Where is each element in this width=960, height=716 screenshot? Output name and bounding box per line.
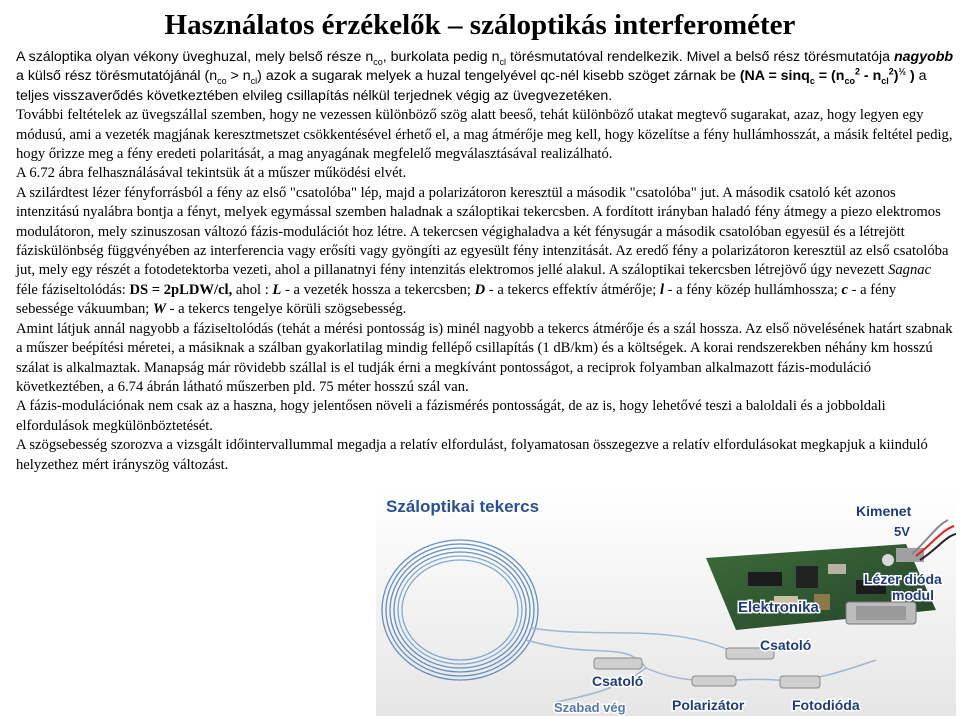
coupler-1 — [594, 658, 642, 669]
label-polarizer: Polarizátor — [672, 697, 745, 713]
paragraph-precision: Amint látjuk annál nagyobb a fáziseltolódás (tehát a mérési pontosság is) minél nagyobb a tekercs átmérője és a szál hossza. Az első növelésének határt szabnak a műszer beépítési méretei, a másiknak a szálban gyakorlatilag mindig fellépő csillapítás (1 dB/km) és a költségek. A korai rendszerekben néhány km hosszú szálat is alkalmaztak. Manapság már rövidebb szállal is el tudják érni a megkívánt pontosságot, a reciprok folyamban alkalmazott fázis-moduláció következtében, a 6.74 ábrán látható műszerben pld. 75 méter hosszú szál van. — [16, 320, 953, 395]
paragraph-operation: A szilárdtest lézer fényforrásból a fény az első "csatolóba" lép, majd a polarizátoron keresztül a második "csatolóba" jut. A második csatoló két azonos intenzitású nyalábra bontja a fényt, melyek egymással szemben haladnak a száloptikai tekercsben. A fordított irányban haladó fény átmegy a piezo elektromos modulátoron, mely szinuszosan változó fázis-modulációt hoz létre. A tekercsen végighaladva a két fénysugár a második csatolóban egyesül és a létrejött fáziskülönbség függvényében az interferencia vagy erősíti vagy gyöngíti az egyesült fény intenzitását. Az eredő fény a polarizátoron keresztül az első csatolóba jut, mely egy részét a fotodetektorba vezeti, ahol a pillanatnyi fény intenzitás elektromos jellé alakul. A száloptikai tekercsben létrejövő úgy nevezett Sagnac féle fáziseltolódás: DS = 2pLDW/cl, ahol : L - a vezeték hossza a tekercsben; D - a tekercs effektív átmérője; l - a fény közép hullámhossza; c - a fény sebessége vákuumban; W - a tekercs tengelye körüli szögsebesség. — [16, 184, 949, 318]
fiber-gyroscope-photo — [376, 490, 956, 716]
article-body — [16, 48, 954, 475]
label-elektronika: Elektronika — [738, 599, 819, 616]
paragraph-conditions: További feltételek az üvegszállal szemben, hogy ne vezessen különböző szög alatt beeső, tehát különböző utakat megtevő sugarakat, azaz, hogy legyen egy módusú, ami a vezeték magjának keresztmetszet csökkentésével érhető el, a mag átmérője meg kell, hogy közelítse a fény hullámhosszát, a másik feltétel pedig, hogy őrizze meg a fény eredeti polaritását, a mag anyagának megfelelő megválasztásával realizálható. — [16, 107, 953, 163]
page-title: Használatos érzékelők – száloptikás interferométer — [164, 9, 796, 41]
label-coupler-1: Csatoló — [592, 673, 644, 689]
label-laser-diode-line1: Lézer dióda — [864, 571, 942, 587]
polarizer-device — [692, 676, 736, 686]
photodiode-device — [780, 676, 820, 688]
label-photodiode: Fotodióda — [792, 697, 860, 713]
label-laser-diode-line2: modul — [892, 587, 934, 603]
paragraph-phase-modulation: A fázis-modulációnak nem csak az a haszna, hogy jelentősen növeli a fázismérés pontosságát, de az is, hogy lehetővé teszi a baloldali és a jobboldali elfordulások megkülönböztetését. — [16, 398, 886, 434]
paragraph-optical-fiber: A száloptika olyan vékony üveghuzal, mely belső része $n_{co}$, burkolata pedig $n_{cl}$ törésmutatóval rendelkezik. Mivel a belső rész törésmutatója nagyobb a külső rész törésmutatójánál $(n_{co} > n_{cl})$ azok a sugarak melyek a huzal tengelyével qc-nél kisebb szöget zárnak be ($NA = \sin q_c = (n_{co}^2 - n_{cl}^2)^{\frac{1}{2}}$ ) a teljes visszaverődés következtében elvileg csillapítás nélkül terjednek végig az üvegvezetéken. — [16, 49, 954, 104]
label-free-end: Szabad vég — [554, 700, 626, 715]
laser-diode-module — [846, 602, 916, 624]
paragraph-angular-change: A szögsebesség szorozva a vizsgált időintervallummal megadja a relatív elfordulást, folyamatosan összegezve a relatív elfordulásokat megkapjuk a kiinduló helyzethez mért irányszög változást. — [16, 437, 928, 473]
photo-illustration — [376, 490, 956, 716]
label-kimenet: Kimenet — [856, 503, 912, 519]
label-5v: 5V — [894, 524, 910, 539]
paragraph-figure-ref: A 6.72 ábra felhasználásával tekintsük át a műszer működési elvét. — [16, 165, 407, 182]
label-coupler-2: Csatoló — [760, 637, 812, 653]
photo-caption: Száloptikai tekercs — [386, 497, 540, 516]
